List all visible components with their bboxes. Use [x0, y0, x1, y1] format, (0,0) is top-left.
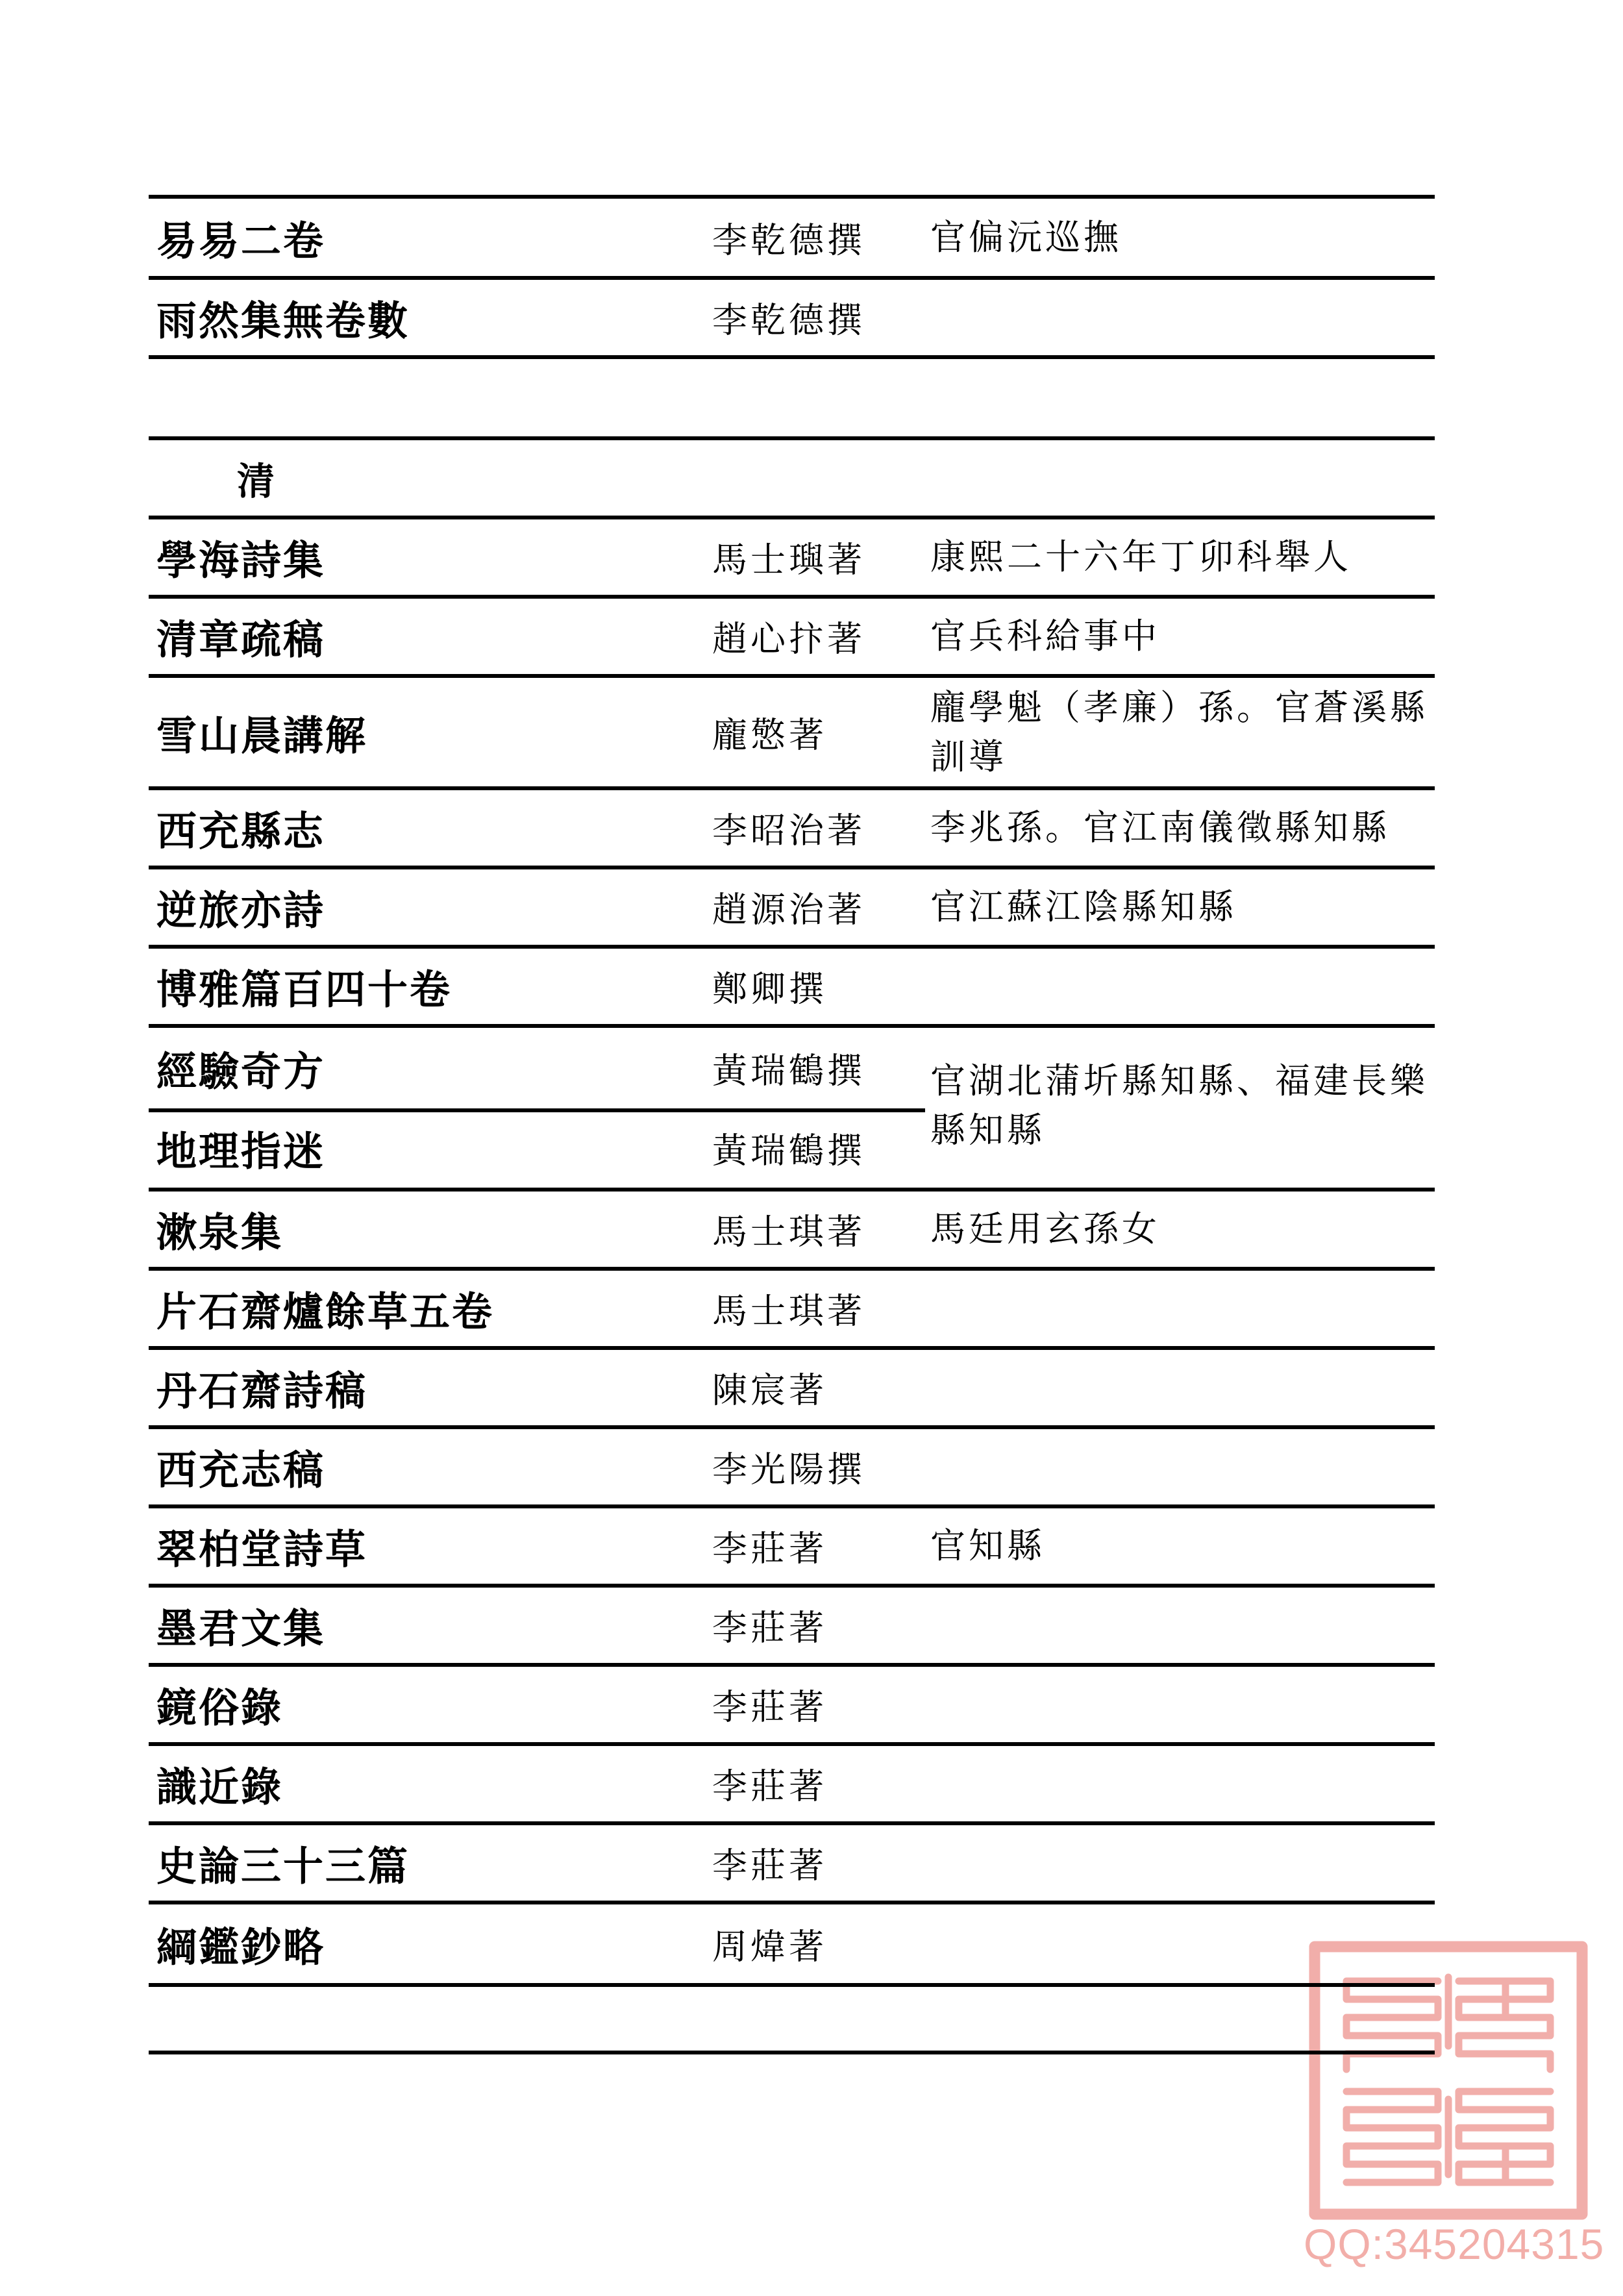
- table-row: [149, 1663, 1435, 1742]
- table-row: [149, 1742, 1435, 1821]
- table-row: [149, 1504, 1435, 1584]
- book-author: 李莊著: [712, 1767, 827, 1806]
- qq-watermark: QQ:345204315: [1304, 2220, 1605, 2268]
- table-row: [149, 1267, 1435, 1346]
- table-row-empty: [149, 1983, 1435, 2051]
- book-title: 綱鑑鈔略: [156, 1926, 326, 1970]
- book-note: 康熙二十六年丁卯科舉人: [930, 538, 1352, 577]
- book-author: 黃瑞鶴撰: [712, 1131, 865, 1171]
- book-title: 地理指迷: [156, 1130, 326, 1175]
- book-author: 馬士琪著: [712, 1292, 865, 1331]
- book-title: 雨然集無卷數: [156, 299, 410, 344]
- book-title: 丹石齋詩稿: [156, 1369, 368, 1414]
- table-row: [149, 516, 1435, 595]
- table-row: [149, 1901, 1435, 1983]
- book-title: 逆旅亦詩: [156, 889, 326, 934]
- book-author: 鄭卿撰: [712, 969, 827, 1009]
- book-title: 雪山晨講解: [156, 714, 368, 758]
- book-author: 馬士琪著: [712, 1212, 865, 1252]
- book-title: 識近錄: [156, 1766, 284, 1810]
- table-row: [149, 595, 1435, 674]
- merged-book-note: 官湖北蒲圻縣知縣、福建長樂縣知縣: [930, 1062, 1428, 1150]
- book-title: 翠柏堂詩草: [156, 1528, 368, 1573]
- book-author: 馬士璵著: [712, 540, 865, 580]
- book-title: 漱泉集: [156, 1211, 284, 1256]
- book-title: 西充縣志: [156, 810, 326, 855]
- book-note: 官知縣: [930, 1527, 1045, 1566]
- book-author: 李乾德撰: [712, 221, 865, 260]
- table-row: [149, 1346, 1435, 1425]
- book-title: 清章疏稿: [156, 618, 326, 663]
- book-note: 李兆孫。官江南儀徵縣知縣: [930, 808, 1390, 847]
- book-author: 李莊著: [712, 1529, 827, 1569]
- book-title: 片石齋爐餘草五卷: [156, 1290, 495, 1335]
- table-row: [149, 199, 1435, 276]
- book-title: 鏡俗錄: [156, 1686, 284, 1731]
- table-row: [149, 1188, 1435, 1267]
- book-title: 史論三十三篇: [156, 1845, 410, 1890]
- book-title: 西充志稿: [156, 1449, 326, 1493]
- bibliography-table-qing: [149, 436, 1435, 2054]
- book-author: 黃瑞鶴撰: [712, 1051, 865, 1091]
- book-author: 周煒著: [712, 1927, 827, 1966]
- dynasty-section-label: 清: [237, 460, 277, 503]
- book-note: 官江蘇江陰縣知縣: [930, 888, 1237, 927]
- book-author: 李莊著: [712, 1688, 827, 1727]
- book-title: 學海詩集: [156, 539, 326, 584]
- book-note: 龐學魁（孝廉）孫。官蒼溪縣訓導: [930, 688, 1428, 777]
- book-author: 李光陽撰: [712, 1450, 865, 1490]
- book-author: 趙源治著: [712, 890, 865, 930]
- book-title: 博雅篇百四十卷: [156, 968, 452, 1013]
- table-row: [149, 276, 1435, 355]
- table-row: [149, 786, 1435, 866]
- book-author: 李昭治著: [712, 811, 865, 851]
- book-author: 陳宸著: [712, 1371, 827, 1410]
- book-author: 李莊著: [712, 1846, 827, 1886]
- book-title: 墨君文集: [156, 1607, 326, 1652]
- book-note: 馬廷用玄孫女: [930, 1210, 1160, 1249]
- book-title: 經驗奇方: [156, 1050, 326, 1095]
- book-author: 李莊著: [712, 1608, 827, 1648]
- table-row: [149, 674, 1435, 786]
- book-note: 官兵科給事中: [930, 617, 1160, 656]
- book-author: 龐憼著: [712, 716, 827, 755]
- merged-note-rows: [149, 1024, 1435, 1188]
- table-row: [149, 1584, 1435, 1663]
- book-author: 趙心抃著: [712, 619, 865, 659]
- book-title: 易易二卷: [156, 219, 326, 264]
- table-row: [149, 1425, 1435, 1504]
- table-row: [149, 866, 1435, 945]
- book-note: 官偏沅巡撫: [930, 218, 1122, 257]
- table-row: [149, 945, 1435, 1024]
- section-header-row: [149, 440, 1435, 516]
- table-row: [149, 1821, 1435, 1901]
- book-author: 李乾德撰: [712, 301, 865, 340]
- bibliography-table-top: [149, 195, 1435, 359]
